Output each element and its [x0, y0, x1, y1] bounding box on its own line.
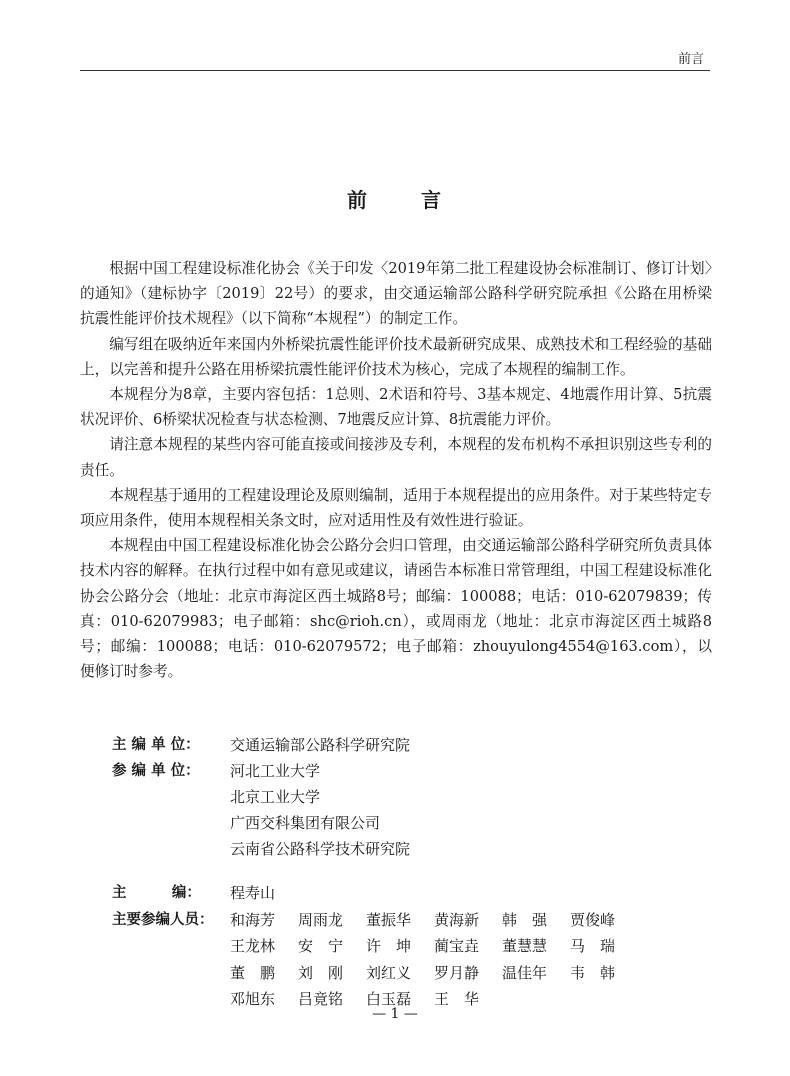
participant-name: 王 华 — [434, 990, 480, 1008]
participant-name: 吕竟铭 — [298, 990, 344, 1008]
chief-editor-name: 程寿山 — [230, 884, 276, 902]
page-number: — 1 — — [372, 1006, 418, 1022]
editor-unit-value: 交通运输部公路科学研究院 — [230, 736, 411, 754]
chief-editor-row — [112, 880, 638, 907]
participant-name: 周雨龙 — [298, 910, 344, 929]
participant-name: 蔺宝垚 — [434, 937, 480, 955]
paragraph: 本规程由中国工程建设标准化协会公路分会归口管理，由交通运输部公路科学研究所负责具体技术内容的解释。在执行过程中如有意见或建议，请函告本标准日常管理组，中国工程建设标准化协会公路分会（地址：北京市海淀区西土城路8号；邮编：100088；电话：010-62079839；传真：010-62079983；电子邮箱：shc@rioh.cn），或周雨龙（地址：北京市海淀区西土城路8号；邮编：100088；电话：010-62079572；电子邮箱：zhouyulong4554@163.com），以便修订时参考。 — [80, 537, 712, 681]
paragraph: 编写组在吸纳近年来国内外桥梁抗震性能评价技术最新研究成果、成熟技术和工程经验的基础上，以完善和提升公路在用桥梁抗震性能评价技术为核心，完成了本规程的编制工作。 — [80, 335, 712, 378]
participant-name: 王龙林 — [230, 937, 276, 955]
paragraph: 请注意本规程的某些内容可能直接或间接涉及专利，本规程的发布机构不承担识别这些专利的责任。 — [80, 436, 712, 479]
participant-name: 董 鹏 — [230, 963, 276, 982]
header-rule — [80, 70, 710, 71]
participant-name: 刘 刚 — [298, 963, 344, 982]
editor-unit-label: 主 编 单 位： — [112, 737, 200, 753]
participating-unit-label: 参 编 单 位： — [112, 763, 200, 779]
title-char-1: 前 — [347, 188, 369, 212]
participating-unit: 河北工业大学 — [230, 762, 321, 780]
paragraph: 根据中国工程建设标准化协会《关于印发〈2019年第二批工程建设协会标准制订、修订计划〉的通知》（建标协字〔2019〕22号）的要求，由交通运输部公路科学研究院承担《公路在用桥梁抗震性能评价技术规程》（以下简称“本规程”）的制定工作。 — [80, 260, 712, 328]
participant-name: 黄海新 — [434, 910, 480, 929]
participant-name: 韩 强 — [502, 910, 548, 929]
participant-name: 和海芳 — [230, 910, 276, 929]
paragraph: 本规程分为8章，主要内容包括：1总则、2术语和符号、3基本规定、4地震作用计算、5抗震状况评价、6桥梁状况检查与状态检测、7地震反应计算、8抗震能力评价。 — [80, 386, 712, 429]
participant-name: 贾俊峰 — [570, 910, 616, 929]
preface-body — [80, 256, 712, 684]
participant-name: 罗月静 — [434, 963, 480, 982]
participant-name: 许 坤 — [366, 937, 412, 955]
participants-label: 主要参编人员： — [112, 911, 214, 928]
participating-unit: 云南省公路科学技术研究院 — [230, 840, 411, 858]
participating-unit-row — [112, 758, 410, 862]
participants-list — [230, 907, 638, 1013]
participant-name: 韦 韩 — [570, 963, 616, 982]
chief-editor-label: 主 编： — [112, 885, 201, 901]
participant-name: 温佳年 — [502, 963, 548, 982]
participant-name: 董振华 — [366, 910, 412, 929]
editor-unit-row — [112, 732, 410, 758]
participating-unit: 北京工业大学 — [230, 788, 321, 806]
paragraph: 本规程基于通用的工程建设理论及原则编制，适用于本规程提出的应用条件。对于某些特定专项应用条件，使用本规程相关条文时，应对适用性及有效性进行验证。 — [80, 486, 712, 530]
participant-name: 刘红义 — [366, 963, 412, 982]
participant-name: 马 瑞 — [570, 937, 616, 955]
participant-name: 白玉磊 — [366, 990, 412, 1008]
units-block — [112, 732, 410, 862]
people-block — [112, 880, 638, 1013]
running-header: 前言 — [677, 52, 704, 67]
participating-unit: 广西交科集团有限公司 — [230, 814, 381, 832]
title-char-2: 言 — [421, 188, 443, 212]
participant-name: 董慧慧 — [502, 937, 548, 955]
participant-name: 邓旭东 — [230, 990, 276, 1008]
page-title — [0, 184, 790, 213]
participant-name: 安 宁 — [298, 937, 344, 955]
participants-row — [112, 907, 638, 1013]
